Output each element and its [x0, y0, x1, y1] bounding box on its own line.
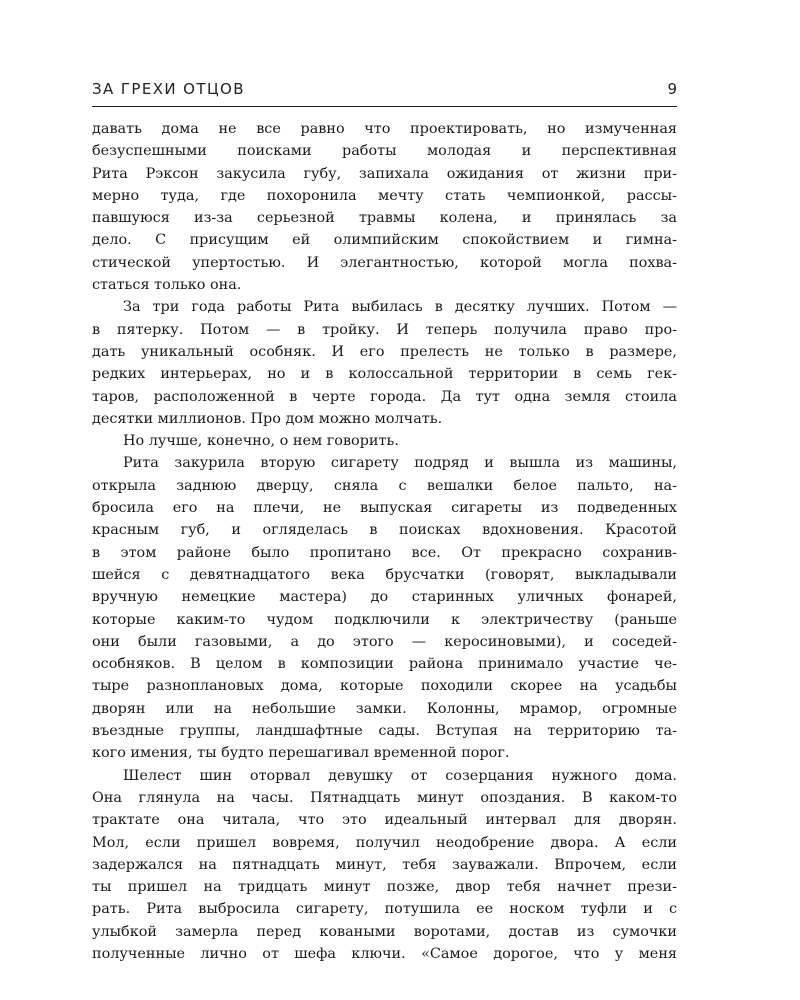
text-line: давать дома не все равно что проектировать, но измученная: [92, 121, 677, 137]
text-line: они были газовыми, а до этого — керосиновыми), и соседей-: [92, 633, 677, 650]
text-line: полученные лично от шефа ключи. «Самое дорогое, что у меня: [92, 945, 677, 962]
text-line: Рита Рэксон закусила губу, запихала ожидания от жизни при-: [92, 165, 677, 182]
header-rule: [92, 106, 677, 107]
text-line: Но лучше, конечно, о нем говорить.: [123, 433, 399, 450]
text-line: ты пришел на тридцать минут позже, двор тебя начнет прези-: [92, 879, 677, 896]
text-line: стической упертостью. И элегантностью, которой могла похва-: [92, 254, 677, 271]
text-line: особняков. В целом в композиции района принимало участие че-: [92, 656, 677, 673]
text-line: в этом районе было пропитано все. От прекрасно сохранив-: [92, 544, 677, 561]
text-line: дворян или на небольшие замки. Колонны, мрамор, огромные: [92, 700, 677, 717]
text-line: тыре разноплановых дома, которые походили скорее на усадьбы: [92, 678, 677, 695]
text-line: дело. С присущим ей олимпийским спокойствием и гимна-: [92, 232, 677, 249]
text-line: трактате она читала, что это идеальный интервал для дворян.: [92, 812, 677, 829]
body-text: [92, 118, 677, 965]
running-title: ЗА ГРЕХИ ОТЦОВ: [92, 80, 245, 98]
text-line: красным губ, и огляделась в поисках вдохновения. Красотой: [92, 522, 677, 539]
text-line: редких интерьерах, но и в колоссальной территории в семь гек-: [92, 366, 677, 383]
text-line: Мол, если пришел вовремя, получил неодобрение двора. А если: [92, 834, 677, 851]
text-line: павшуюся из-за серьезной травмы колена, и принялась за: [92, 210, 677, 227]
text-line: вручную немецкие мастера) до старинных уличных фонарей,: [92, 589, 677, 606]
text-line: шейся с девятнадцатого века брусчатки (говорят, выкладывали: [92, 566, 677, 583]
text-line: таров, расположенной в черте города. Да тут одна земля стоила: [92, 388, 677, 405]
running-head: [92, 78, 677, 104]
text-line: десятки миллионов. Про дом можно молчать.: [92, 410, 443, 427]
text-line: рать. Рита выбросила сигарету, потушила ее носком туфли и с: [92, 901, 677, 918]
text-line: статься только она.: [92, 277, 242, 294]
text-line: безуспешными поисками работы молодая и перспективная: [92, 143, 677, 160]
text-line: бросила его на плечи, не выпуская сигареты из подведенных: [92, 500, 677, 517]
page-number: 9: [667, 80, 677, 98]
text-line: улыбкой замерла перед коваными воротами, достав из сумочки: [92, 923, 677, 940]
text-line: открыла заднюю дверцу, сняла с вешалки белое пальто, на-: [92, 477, 677, 494]
text-line: кого имения, ты будто перешагивал временной порог.: [92, 745, 510, 762]
text-line: мерно туда, где похоронила мечту стать чемпионкой, рассы-: [92, 187, 677, 204]
text-line: Рита закурила вторую сигарету подряд и вышла из машины,: [123, 455, 677, 472]
text-line: задержался на пятнадцать минут, тебя зауважали. Впрочем, если: [92, 856, 677, 873]
text-line: въездные группы, ландшафтные сады. Вступая на территорию та-: [92, 723, 677, 740]
text-line: Шелест шин оторвал девушку от созерцания нужного дома.: [123, 767, 677, 784]
text-line: дать уникальный особняк. И его прелесть не только в размере,: [92, 343, 677, 360]
text-line: Она глянула на часы. Пятнадцать минут опоздания. В каком-то: [92, 789, 677, 806]
text-line: которые каким-то чудом подключили к электричеству (раньше: [92, 611, 677, 628]
text-line: За три года работы Рита выбилась в десятку лучших. Потом —: [123, 299, 677, 316]
text-line: в пятерку. Потом — в тройку. И теперь получила право про-: [92, 321, 677, 338]
